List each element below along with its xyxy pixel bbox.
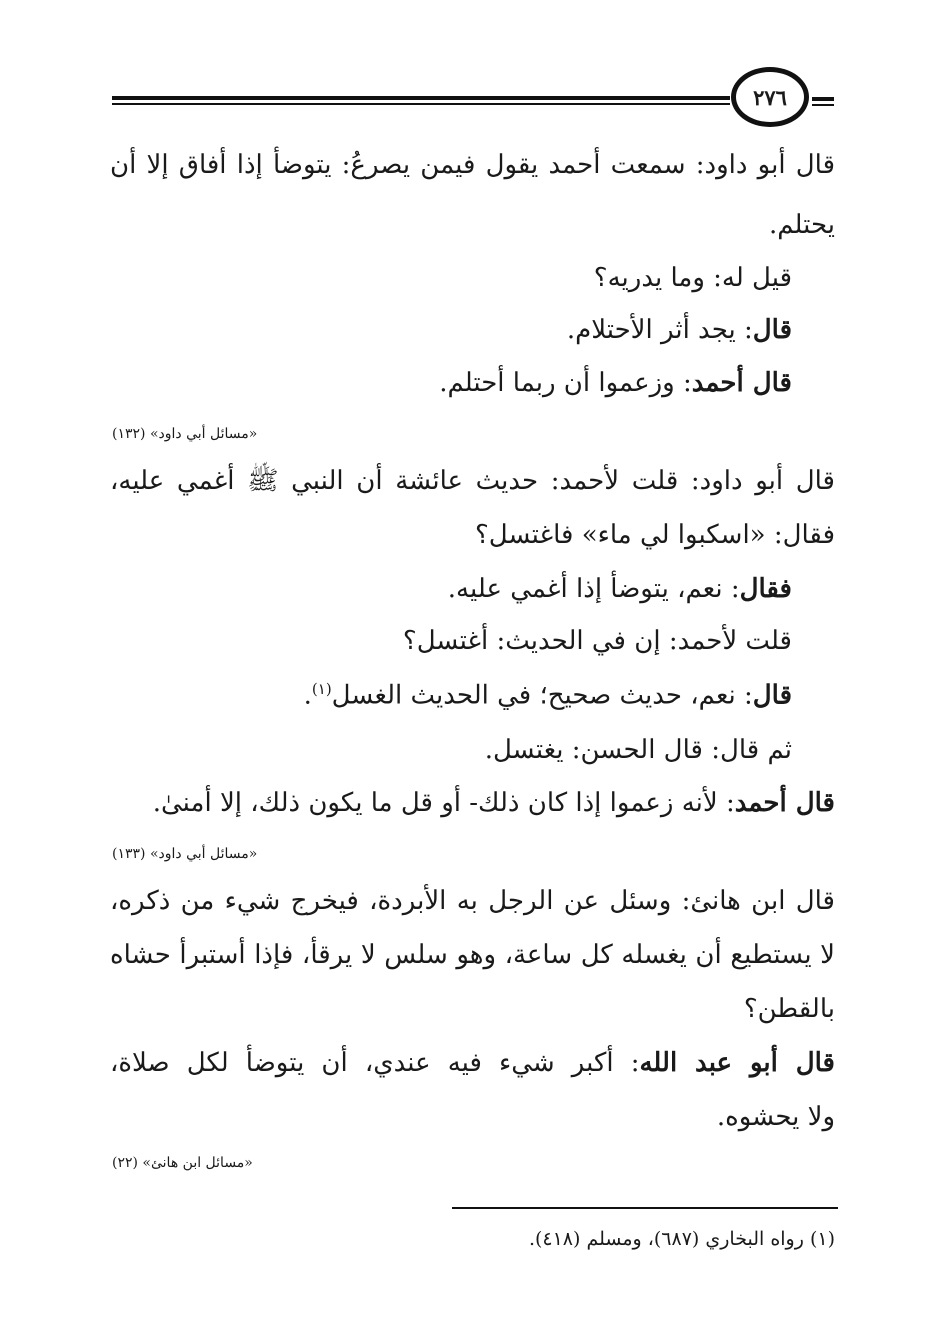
text-line: قال أبو داود: قلت لأحمد: حديث عائشة أن النبي ﷺ أغمي عليه، bbox=[110, 466, 835, 496]
speaker-label: قال أحمد bbox=[734, 788, 835, 818]
speaker-label: قال bbox=[752, 680, 792, 711]
text-line: ولا يحشوه. bbox=[716, 1102, 835, 1132]
text-line: لا يستطيع أن يغسله كل ساعة، وهو سلس لا يرقأ، فإذا أستبرأ حشاه bbox=[110, 940, 835, 970]
text-run: : نعم، يتوضأ إذا أغمي عليه. bbox=[447, 574, 740, 604]
text-run: : أكبر شيء فيه عندي، أن يتوضأ لكل صلاة، bbox=[110, 1048, 640, 1078]
header-rule-right bbox=[812, 97, 834, 101]
source-reference: «مسائل ابن هانئ» (٢٢) bbox=[112, 1155, 253, 1171]
text-line: ثم قال: قال الحسن: يغتسل. bbox=[484, 735, 792, 765]
text-line: قال ابن هانئ: وسئل عن الرجل به الأبردة، فيخرج شيء من ذكره، bbox=[110, 886, 835, 916]
text-run: : نعم، حديث صحيح؛ في الحديث الغسل bbox=[331, 680, 753, 711]
text-line bbox=[448, 576, 792, 602]
source-reference: «مسائل أبي داود» (١٣٣) bbox=[112, 846, 258, 862]
text-run: : لأنه زعموا إذا كان ذلك- أو قل ما يكون ذلك، إلا أمنىٰ. bbox=[152, 788, 735, 818]
text-line: فقال: «اسكبوا لي ماء» فاغتسل؟ bbox=[474, 520, 835, 550]
footnote-rule bbox=[452, 1207, 838, 1209]
text-run: : يجد أثر الأحتلام. bbox=[566, 315, 753, 345]
header-rule-right-thin bbox=[812, 104, 834, 106]
text-line bbox=[439, 370, 792, 396]
text-line bbox=[304, 682, 792, 709]
speaker-label: قال أبو عبد الله bbox=[639, 1048, 835, 1078]
footnote-marker[interactable]: (١) bbox=[311, 680, 332, 698]
speaker-label: فقال bbox=[739, 574, 792, 604]
page-number: ٢٧٦ bbox=[753, 84, 787, 110]
text-line: يحتلم. bbox=[768, 210, 835, 240]
page-number-badge bbox=[731, 67, 809, 127]
text-line bbox=[567, 317, 792, 343]
text-line bbox=[110, 1050, 835, 1076]
speaker-label: قال bbox=[752, 315, 792, 345]
header-rule-thin bbox=[112, 103, 730, 105]
text-line: قال أبو داود: سمعت أحمد يقول فيمن يصرعُ: يتوضأ إذا أفاق إلا أن bbox=[110, 150, 835, 180]
text-line: قلت لأحمد: إن في الحديث: أغتسل؟ bbox=[402, 626, 792, 656]
footnote: (١) رواه البخاري (٦٨٧)، ومسلم (٤١٨). bbox=[528, 1228, 835, 1250]
text-run: : وزعموا أن ربما أحتلم. bbox=[439, 368, 692, 398]
text-line: قيل له: وما يدريه؟ bbox=[593, 263, 792, 293]
speaker-label: قال أحمد bbox=[691, 368, 792, 398]
header-rule bbox=[112, 96, 730, 100]
text-run: . bbox=[303, 680, 312, 711]
text-line bbox=[153, 790, 835, 816]
source-reference: «مسائل أبي داود» (١٣٢) bbox=[112, 426, 258, 442]
text-line: بالقطن؟ bbox=[743, 994, 835, 1024]
